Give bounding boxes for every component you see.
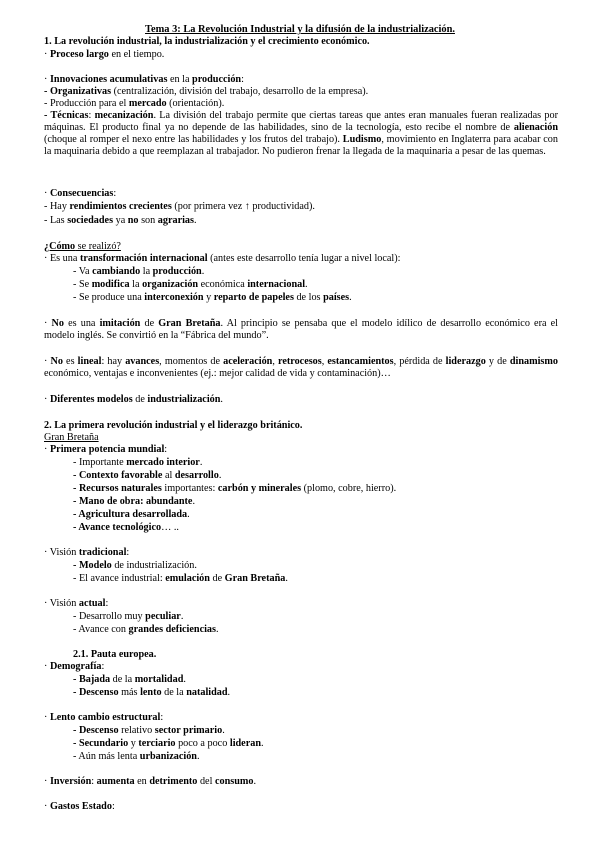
descenso-natalidad-item: - Descenso más lento de la natalidad. bbox=[73, 687, 231, 698]
contexto-item: - Contexto favorable al desarrollo. bbox=[73, 470, 222, 481]
grandes-deficiencias-item: - Avance con grandes deficiencias. bbox=[73, 624, 219, 635]
produccion-mercado-item: - Producción para el mercado (orientación). bbox=[44, 98, 225, 109]
recursos-item: - Recursos naturales importantes: carbón y minerales (plomo, cobre, hierro). bbox=[73, 483, 397, 494]
mercado-interior-item: - Importante mercado interior. bbox=[73, 457, 203, 468]
agricultura-item: - Agricultura desarrollada. bbox=[73, 509, 190, 520]
transformacion-item: · Es una transformación internacional (antes este desarrollo tenía lugar a nivel local): bbox=[44, 253, 401, 264]
proceso-largo-item: · Proceso largo en el tiempo. bbox=[44, 49, 165, 60]
lineal-paragraph: · No es lineal: hay avances, momentos de aceleración, retrocesos, estancamientos, pérdida de liderazgo y de dinamismo económico, ventajas e inconvenientes (ej.: mejor calidad de vida y contaminación)… bbox=[44, 356, 558, 379]
como-heading: ¿Cómo se realizó? bbox=[44, 241, 121, 252]
innovaciones-heading: · Innovaciones acumulativas en la producción: bbox=[44, 74, 244, 85]
vision-actual-heading: · Visión actual: bbox=[44, 598, 109, 609]
gran-bretana-subheading: Gran Bretaña bbox=[44, 432, 99, 443]
section-2-1-heading: 2.1. Pauta europea. bbox=[73, 649, 157, 660]
lento-cambio-heading: · Lento cambio estructural: bbox=[44, 712, 164, 723]
section-1-heading: 1. La revolución industrial, la industrialización y el crecimiento económico. bbox=[44, 36, 370, 47]
section-2-heading: 2. La primera revolución industrial y el liderazgo británico. bbox=[44, 420, 303, 431]
bajada-mortalidad-item: - Bajada de la mortalidad. bbox=[73, 674, 186, 685]
document-title: Tema 3: La Revolución Industrial y la difusión de la industrialización. bbox=[145, 24, 455, 35]
mano-obra-item: - Mano de obra: abundante. bbox=[73, 496, 195, 507]
diferentes-modelos-item: · Diferentes modelos de industrialización. bbox=[44, 394, 223, 405]
urbanizacion-item: - Aún más lenta urbanización. bbox=[73, 751, 200, 762]
secundario-terciario-item: - Secundario y terciario poco a poco lideran. bbox=[73, 738, 264, 749]
imitacion-paragraph: · No es una imitación de Gran Bretaña. Al principio se pensaba que el modelo idílico de desarrollo económico era el modelo inglés. Se convirtió en la “Fábrica del mundo”. bbox=[44, 318, 558, 341]
consecuencias-heading: · Consecuencias: bbox=[44, 188, 117, 199]
interconexion-item: - Se produce una interconexión y reparto de papeles de los países. bbox=[73, 292, 352, 303]
descenso-primario-item: - Descenso relativo sector primario. bbox=[73, 725, 225, 736]
tecnicas-paragraph: - Técnicas: mecanización. La división del trabajo permite que ciertas tareas que antes eran manuales fueran realizadas por máquinas. El producto final ya no depende de las habilidades, sino de la tecnología, esto recibe el nombre de alienación (choque al romper el nexo entre las habilidades y los frutos del trabajo). Ludismo, movimiento en Inglaterra para acabar con la maquinaria debido a que reemplazan al trabajador. No pudieron frenar la llegada de la maquinaria a pesar de las quemas. bbox=[44, 110, 558, 157]
primera-potencia-heading: · Primera potencia mundial: bbox=[44, 444, 168, 455]
modelo-item: - Modelo de industrialización. bbox=[73, 560, 197, 571]
va-cambiando-item: - Va cambiando la producción. bbox=[73, 266, 205, 277]
emulacion-item: - El avance industrial: emulación de Gran Bretaña. bbox=[73, 573, 288, 584]
organizativas-item: - Organizativas (centralización, división del trabajo, desarrollo de la empresa). bbox=[44, 86, 369, 97]
demografia-heading: · Demografía: bbox=[44, 661, 105, 672]
rendimientos-item: - Hay rendimientos crecientes (por primera vez ↑ productividad). bbox=[44, 201, 315, 212]
gastos-estado-heading: · Gastos Estado: bbox=[44, 801, 115, 812]
avance-tecnologico-item: - Avance tecnológico… .. bbox=[73, 522, 179, 533]
se-modifica-item: - Se modifica la organización económica internacional. bbox=[73, 279, 308, 290]
desarrollo-peculiar-item: - Desarrollo muy peculiar. bbox=[73, 611, 184, 622]
vision-tradicional-heading: · Visión tradicional: bbox=[44, 547, 130, 558]
inversion-item: · Inversión: aumenta en detrimento del consumo. bbox=[44, 776, 256, 787]
sociedades-item: - Las sociedades ya no son agrarias. bbox=[44, 215, 197, 226]
